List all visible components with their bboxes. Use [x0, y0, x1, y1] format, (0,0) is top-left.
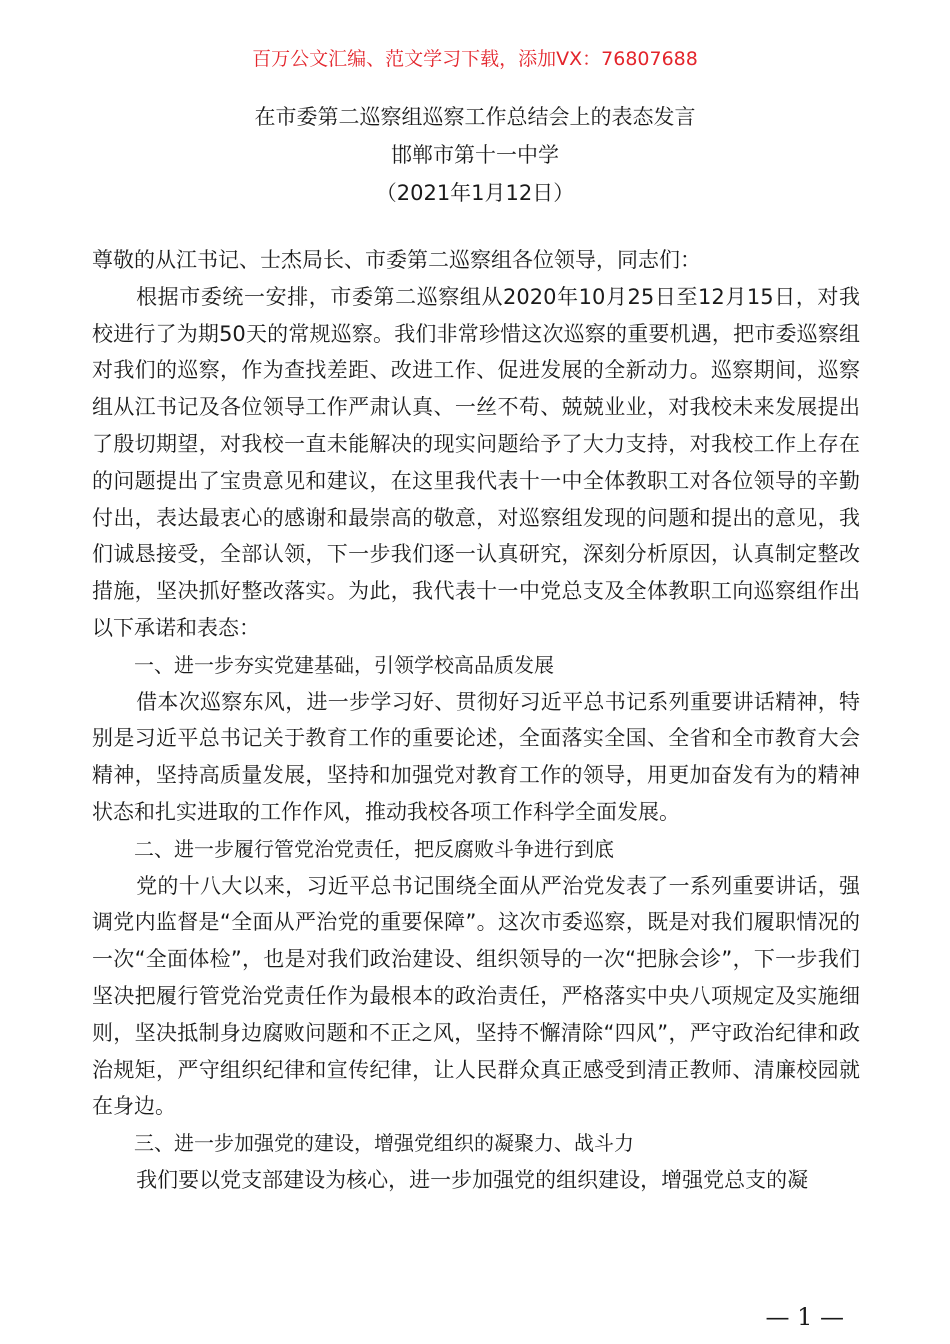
title-block [0, 98, 950, 212]
organization-name: 邯郸市第十一中学 [391, 143, 559, 167]
section-paragraph-2: 党的十八大以来，习近平总书记围绕全面从严治党发表了一系列重要讲话，强调党内监督是“全面从严治党的重要保障”。这次市委巡察，既是对我们履职情况的一次“全面体检”，也是对我们政治建设、组织领导的一次“把脉会诊”，下一步我们坚决把履行管党治党责任作为最根本的政治责任，严格落实中央八项规定及实施细则，坚决抵制身边腐败问题和不正之风，坚持不懈清除“四风”，严守政治纪律和政治规矩，严守组织纪律和宣传纪律，让人民群众真正感受到清正教师、清廉校园就在身边。 [92, 873, 860, 1119]
document-date: （2021年1月12日） [375, 181, 575, 205]
document-body [92, 242, 860, 1199]
section-heading-3: 三、进一步加强党的建设，增强党组织的凝聚力、战斗力 [134, 1131, 634, 1156]
section-heading-1: 一、进一步夯实党建基础，引领学校高品质发展 [134, 652, 554, 677]
section-heading-2: 二、进一步履行管党治党责任，把反腐败斗争进行到底 [134, 836, 614, 861]
page-number: — 1 — [765, 1303, 844, 1331]
document-title: 在市委第二巡察组巡察工作总结会上的表态发言 [254, 105, 696, 129]
salutation: 尊敬的从江书记、士杰局长、市委第二巡察组各位领导，同志们： [92, 248, 701, 272]
promo-banner: 百万公文汇编、范文学习下载，添加VX：76807688 [252, 48, 698, 70]
section-paragraph-3: 我们要以党支部建设为核心，进一步加强党的组织建设，增强党总支的凝 [136, 1167, 809, 1192]
intro-paragraph: 根据市委统一安排，市委第二巡察组从2020年10月25日至12月15日，对我校进行了为期50天的常规巡察。我们非常珍惜这次巡察的重要机遇，把市委巡察组对我们的巡察，作为查找差距、改进工作、促进发展的全新动力。巡察期间，巡察组从江书记及各位领导工作严肃认真、一丝不苟、兢兢业业，对我校未来发展提出了殷切期望，对我校一直未能解决的现实问题给予了大力支持，对我校工作上存在的问题提出了宝贵意见和建议，在这里我代表十一中全体教职工对各位领导的辛勤付出，表达最衷心的感谢和最崇高的敬意，对巡察组发现的问题和提出的意见，我们诚恳接受，全部认领，下一步我们逐一认真研究，深刻分析原因，认真制定整改措施，坚决抓好整改落实。为此，我代表十一中党总支及全体教职工向巡察组作出以下承诺和表态： [92, 284, 860, 640]
page-footer [0, 1302, 950, 1332]
section-paragraph-1: 借本次巡察东风，进一步学习好、贯彻好习近平总书记系列重要讲话精神，特别是习近平总书记关于教育工作的重要论述，全面落实全国、全省和全市教育大会精神，坚持高质量发展，坚持和加强党对教育工作的领导，用更加奋发有为的精神状态和扎实进取的工作作风，推动我校各项工作科学全面发展。 [92, 689, 860, 824]
